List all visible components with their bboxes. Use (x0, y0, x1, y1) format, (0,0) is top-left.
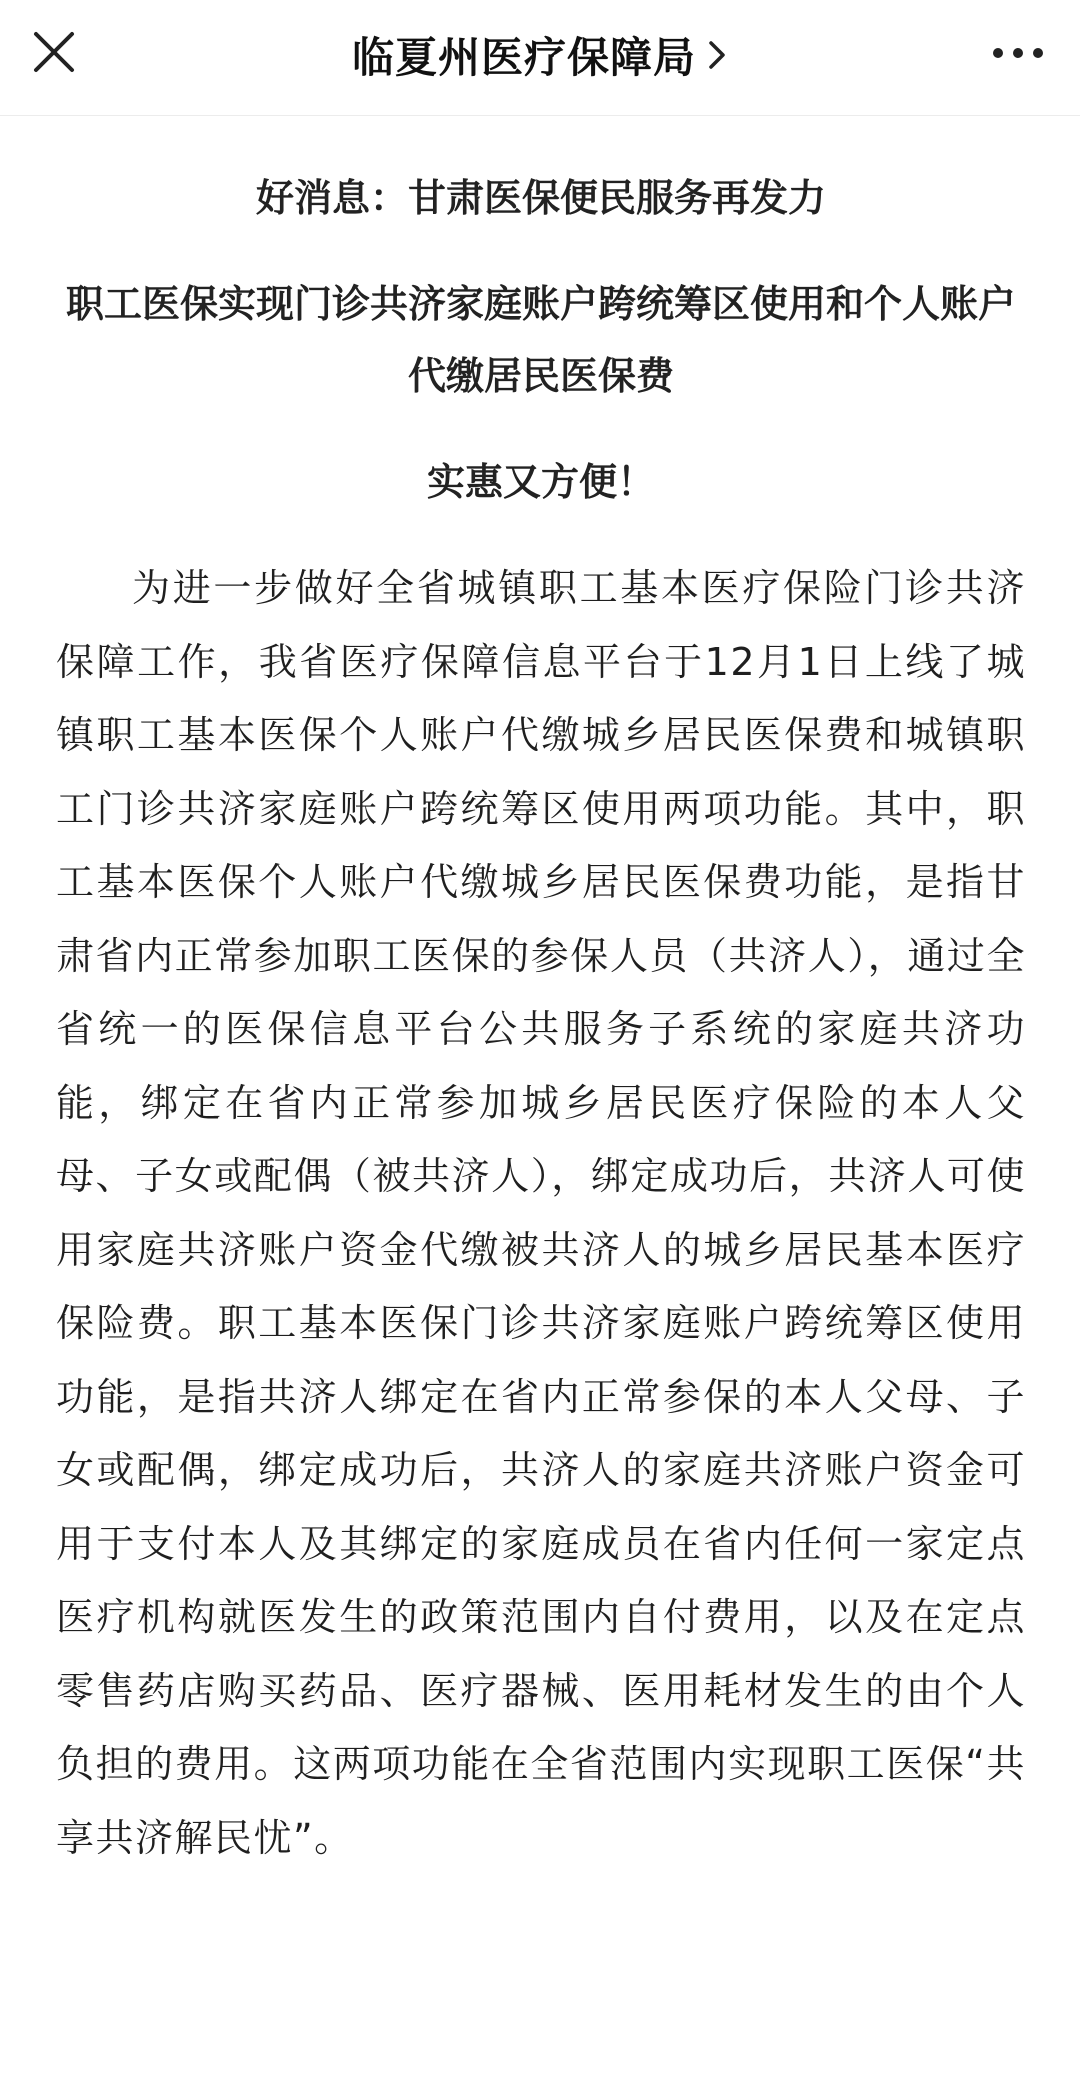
article-tagline: 实惠又方便！ (426, 460, 655, 504)
article-subheadline: 职工医保实现门诊共济家庭账户跨统筹区使用和个人账户代缴居民医保费 (65, 282, 1016, 398)
article-headline: 好消息：甘肃医保便民服务再发力 (255, 176, 826, 220)
article-content (56, 116, 1026, 1875)
more-options-button[interactable] (990, 38, 1046, 68)
account-title-link[interactable] (200, 0, 880, 110)
article-body-paragraph: 为进一步做好全省城镇职工基本医疗保险门诊共济保障工作，我省医疗保障信息平台于12月1日上线了城镇职工基本医保个人账户代缴城乡居民医保费和城镇职工门诊共济家庭账户跨统筹区使用两项功能。其中，职工基本医保个人账户代缴城乡居民医保费功能，是指甘肃省内正常参加职工医保的参保人员（共济人），通过全省统一的医保信息平台公共服务子系统的家庭共济功能，绑定在省内正常参加城乡居民医疗保险的本人父母、子女或配偶（被共济人），绑定成功后，共济人可使用家庭共济账户资金代缴被共济人的城乡居民基本医疗保险费。职工基本医保门诊共济家庭账户跨统筹区使用功能，是指共济人绑定在省内正常参保的本人父母、子女或配偶，绑定成功后，共济人的家庭共济账户资金可用于支付本人及其绑定的家庭成员在省内任何一家定点医疗机构就医发生的政策范围内自付费用，以及在定点零售药店购买药品、医疗器械、医用耗材发生的由个人负担的费用。这两项功能在全省范围内实现职工医保“共享共济解民忧”。 (56, 566, 1026, 1860)
more-horizontal-icon (990, 38, 1046, 68)
chevron-right-icon (706, 38, 728, 72)
close-icon (30, 28, 78, 76)
top-navigation-bar (0, 0, 1080, 116)
account-title: 临夏州医疗保障局 (351, 33, 696, 82)
close-button[interactable] (30, 28, 78, 76)
